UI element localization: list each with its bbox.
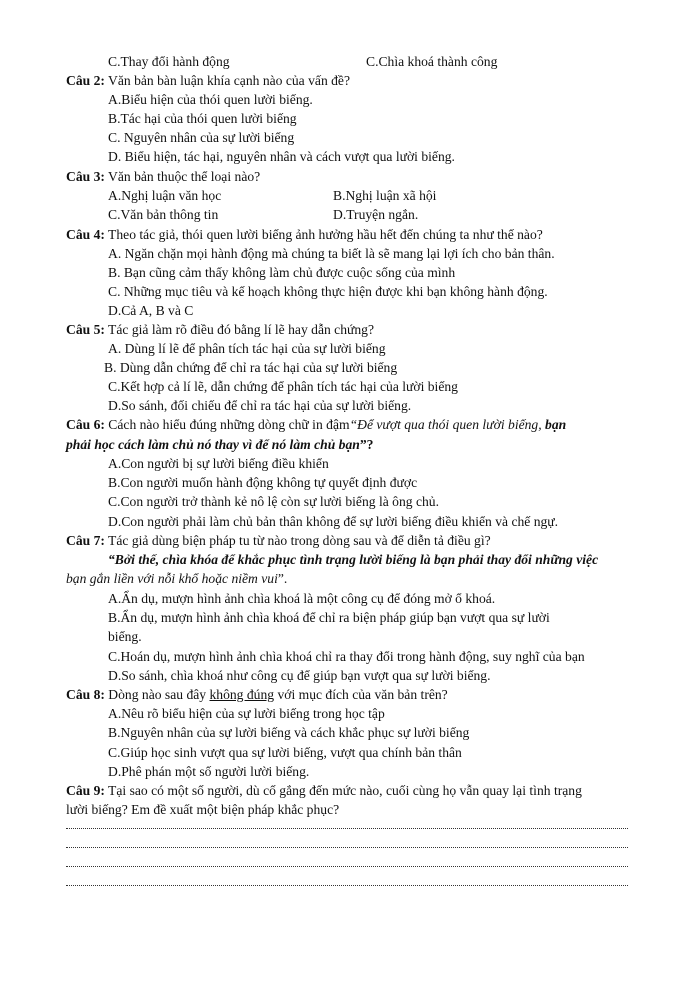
question-9-cont: lười biếng? Em đề xuất một biện pháp khắc phục? [66, 802, 340, 817]
q5-option-a: A. Dùng lí lẽ để phân tích tác hại của sự lười biếng [108, 341, 386, 356]
question-text: Văn bản thuộc thể loại nào? [104, 169, 261, 184]
question-label: Câu 8: [66, 687, 105, 702]
q7-option-a: A.Ẩn dụ, mượn hình ảnh chìa khoá là một công cụ để đóng mở ổ khoá. [108, 591, 496, 606]
question-9 [66, 782, 582, 800]
quote-text: bạn gắn liền với nỗi khổ hoặc niềm vui [66, 571, 278, 586]
question-text: Tại sao có một số người, dù cố gắng đến mức nào, cuối cùng họ vẫn quay lại tình trạng [104, 783, 582, 798]
question-5 [66, 321, 374, 339]
question-label: Câu 4: [66, 227, 105, 242]
option-c-right: C.Chìa khoá thành công [366, 54, 498, 69]
question-label: Câu 3: [66, 169, 105, 184]
answer-line[interactable] [66, 883, 628, 886]
q4-option-a: A. Ngăn chặn mọi hành động mà chúng ta biết là sẽ mang lại lợi ích cho bản thân. [108, 246, 555, 261]
q7-option-c: C.Hoán dụ, mượn hình ảnh chìa khoá chỉ ra thay đổi trong hành động, suy nghĩ của bạn [108, 649, 585, 664]
question-label: Câu 5: [66, 322, 105, 337]
question-4 [66, 226, 543, 244]
q2-option-a: A.Biểu hiện của thói quen lười biếng. [108, 92, 313, 107]
quote-line-2 [66, 570, 287, 588]
question-label: Câu 6: [66, 417, 105, 432]
q3-option-a: A.Nghị luận văn học [108, 188, 222, 203]
question-6 [66, 416, 566, 434]
underlined-text: không đúng [209, 687, 275, 702]
question-2 [66, 72, 350, 90]
q3-option-b: B.Nghị luận xã hội [333, 188, 437, 203]
q4-option-d: D.Cả A, B và C [108, 303, 194, 318]
option-c-left: C.Thay đổi hành động [108, 54, 230, 69]
question-label: Câu 7: [66, 533, 105, 548]
q8-option-b: B.Nguyên nhân của sự lười biếng và cách khắc phục sự lười biếng [108, 725, 470, 740]
quote-end: ”? [359, 437, 374, 452]
answer-line[interactable] [66, 864, 628, 867]
q8-option-d: D.Phê phán một số người lười biếng. [108, 764, 310, 779]
question-text-end: với mục đích của văn bản trên? [274, 687, 448, 702]
question-8 [66, 686, 448, 704]
quote-bold: phải học cách làm chủ nó thay vì để nó làm chủ bạn [66, 437, 360, 452]
q2-option-b: B.Tác hại của thói quen lười biếng [108, 111, 297, 126]
q4-option-b: B. Bạn cũng cảm thấy không làm chủ được cuộc sống của mình [108, 265, 456, 280]
question-text: Dòng nào sau đây [104, 687, 210, 702]
q6-option-c: C.Con người trở thành kẻ nô lệ còn sự lười biếng là ông chủ. [108, 494, 439, 509]
question-3 [66, 168, 260, 186]
q6-option-a: A.Con người bị sự lười biếng điều khiển [108, 456, 329, 471]
question-6-cont [66, 436, 373, 454]
answer-line[interactable] [66, 826, 628, 829]
question-text: Tác giả làm rõ điều đó bằng lí lẽ hay dẫn chứng? [104, 322, 374, 337]
q7-option-b: B.Ẩn dụ, mượn hình ảnh chìa khoá để chỉ ra biện pháp giúp bạn vượt qua sự lười [108, 610, 550, 625]
q3-option-c: C.Văn bản thông tin [108, 207, 219, 222]
quote-part: “Để vượt qua thói quen lười biếng, [349, 417, 546, 432]
q8-option-c: C.Giúp học sinh vượt qua sự lười biếng, vượt qua chính bản thân [108, 745, 462, 760]
q7-option-d: D.So sánh, chìa khoá như công cụ để giúp bạn vượt qua sự lười biếng. [108, 668, 491, 683]
q7-option-b-cont: biếng. [108, 629, 142, 644]
q5-option-c: C.Kết hợp cả lí lẽ, dẫn chứng để phân tích tác hại của lười biếng [108, 379, 458, 394]
question-text: Cách nào hiểu đúng những dòng chữ in đậm [104, 417, 350, 432]
question-text: Theo tác giả, thói quen lười biếng ảnh hưởng hầu hết đến chúng ta như thế nào? [104, 227, 543, 242]
q4-option-c: C. Những mục tiêu và kế hoạch không thực hiện được khi bạn không hành động. [108, 284, 548, 299]
question-label: Câu 2: [66, 73, 105, 88]
quote-bold: bạn [545, 417, 567, 432]
q3-option-d: D.Truyện ngắn. [333, 207, 419, 222]
quote-line: “Bởi thế, chìa khóa để khắc phục tình trạng lười biếng là bạn phải thay đổi những việc [108, 552, 599, 567]
q2-option-d: D. Biểu hiện, tác hại, nguyên nhân và cách vượt qua lười biếng. [108, 149, 455, 164]
question-text: Văn bản bàn luận khía cạnh nào của vấn đề? [104, 73, 350, 88]
q5-option-b: B. Dùng dẫn chứng để chỉ ra tác hại của sự lười biếng [104, 360, 398, 375]
quote-end: ”. [277, 571, 288, 586]
q2-option-c: C. Nguyên nhân của sự lười biếng [108, 130, 295, 145]
question-text: Tác giả dùng biện pháp tu từ nào trong dòng sau và để diễn tả điều gì? [104, 533, 491, 548]
question-label: Câu 9: [66, 783, 105, 798]
question-7 [66, 532, 491, 550]
q6-option-d: D.Con người phải làm chủ bản thân không để sự lười biếng điều khiển và chế ngự. [108, 514, 559, 529]
q6-option-b: B.Con người muốn hành động không tự quyết định được [108, 475, 418, 490]
q8-option-a: A.Nêu rõ biểu hiện của sự lười biếng trong học tập [108, 706, 385, 721]
answer-line[interactable] [66, 845, 628, 848]
q5-option-d: D.So sánh, đối chiếu để chỉ ra tác hại của sự lười biếng. [108, 398, 412, 413]
